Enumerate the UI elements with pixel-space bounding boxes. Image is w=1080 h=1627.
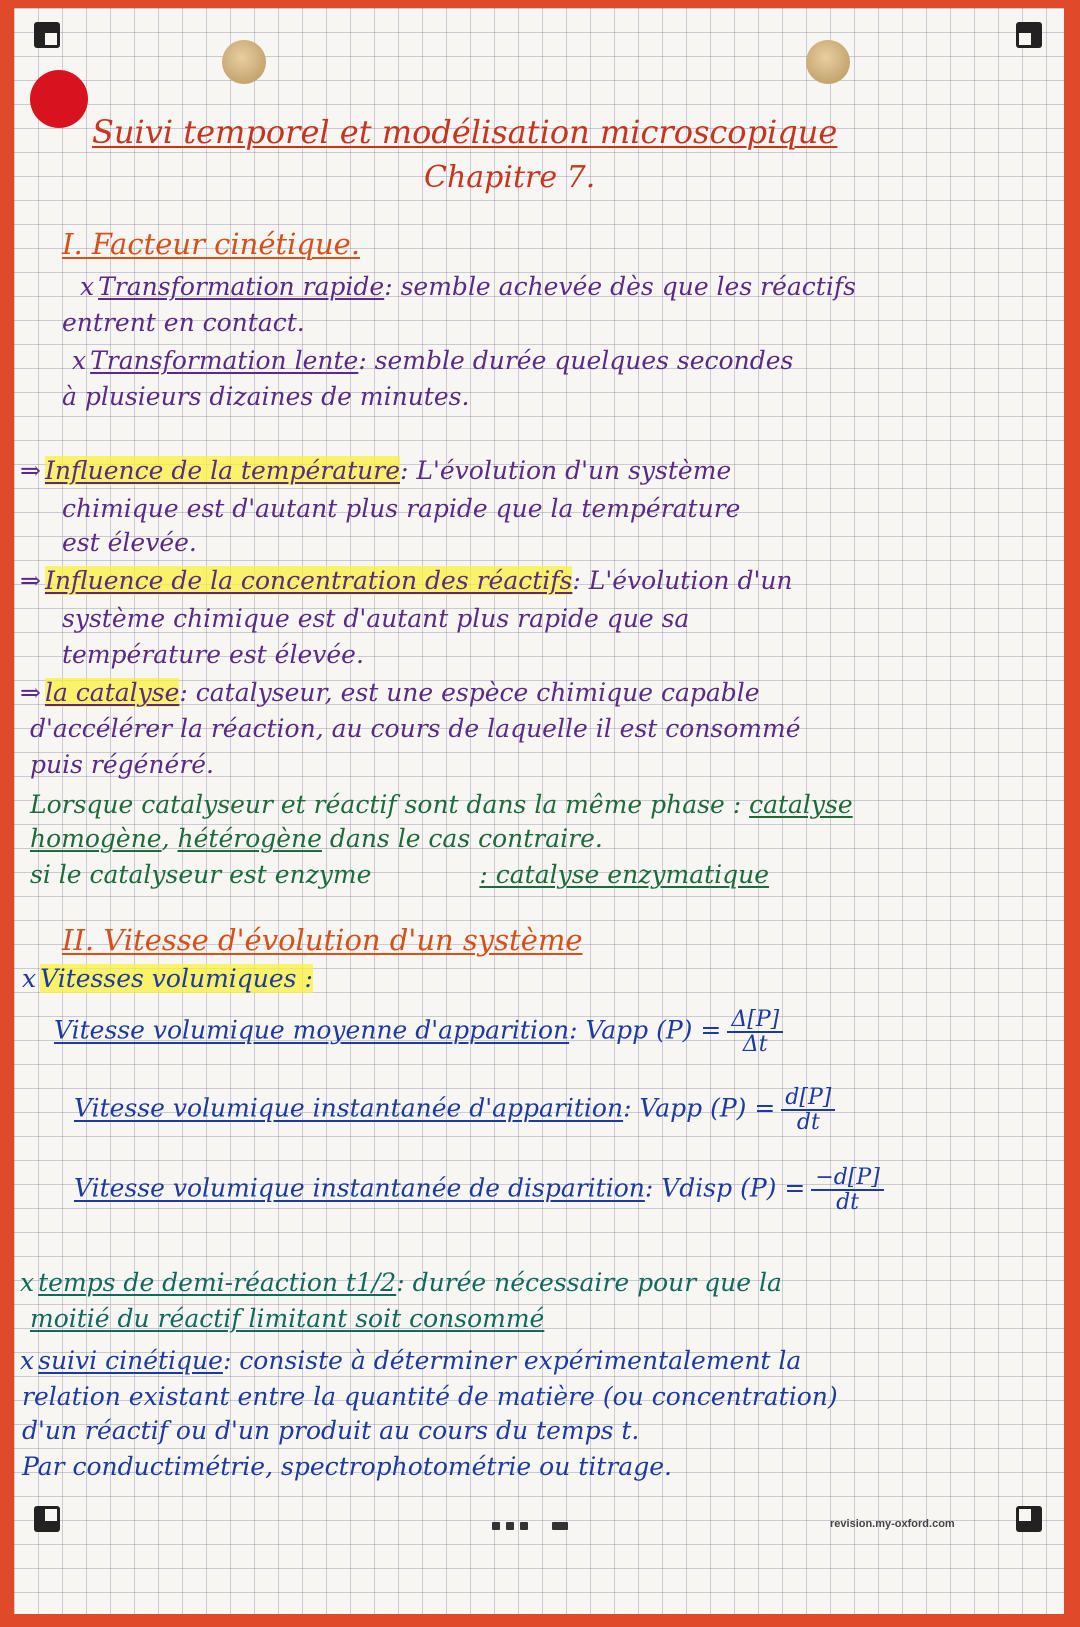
bullet-x: x <box>72 346 87 375</box>
fraction-numerator: −d[P] <box>811 1166 884 1191</box>
page-indicator <box>492 1522 568 1530</box>
term-catalyse-homo: catalyse <box>749 790 853 819</box>
note-line: température est élevée. <box>62 640 364 669</box>
note-line: est élevée. <box>62 528 197 557</box>
note-line: d'accélérer la réaction, au cours de laquelle il est consommé <box>30 714 801 743</box>
note-line: entrent en contact. <box>62 308 305 337</box>
term-temperature: Influence de la température <box>44 456 401 485</box>
fraction-denominator: Δt <box>742 1032 768 1058</box>
punch-hole <box>222 40 266 84</box>
definition-text: : L'évolution d'un <box>572 566 793 595</box>
footer-url: revision.my-oxford.com <box>830 1518 955 1530</box>
red-dot-sticker <box>30 70 88 128</box>
note-line: relation existant entre la quantité de matière (ou concentration) <box>22 1382 838 1411</box>
term-vitesse-moyenne: Vitesse volumique moyenne d'apparition <box>54 1015 570 1045</box>
section-heading-2: II. Vitesse d'évolution d'un système <box>62 923 583 957</box>
definition-text: : L'évolution d'un système <box>400 456 732 485</box>
term-vitesses-volumiques: Vitesses volumiques : <box>40 964 313 993</box>
page-title: Suivi temporel et modélisation microscopique <box>92 113 838 151</box>
definition-text: : consiste à déterminer expérimentalement la <box>222 1346 802 1375</box>
bullet-x: x <box>20 1346 35 1375</box>
term-vitesse-instantanee-disparition: Vitesse volumique instantanée de disparition <box>74 1173 645 1203</box>
note-line <box>30 792 853 817</box>
note-line <box>80 274 856 299</box>
note-line: puis régénéré. <box>30 750 215 779</box>
fraction-denominator: dt <box>836 1190 860 1216</box>
term-enzymatique: : catalyse enzymatique <box>479 860 770 889</box>
definition-text: : durée nécessaire pour que la <box>396 1268 782 1297</box>
bullet-x: x <box>22 964 37 993</box>
note-line: moitié du réactif limitant soit consommé <box>30 1304 545 1333</box>
chapter-label: Chapitre 7. <box>424 160 596 195</box>
formula-line <box>74 1086 835 1134</box>
note-line <box>22 966 313 991</box>
bullet-x: x <box>80 272 95 301</box>
term-suivi-cinetique: suivi cinétique <box>38 1346 223 1375</box>
term-concentration: Influence de la concentration des réactifs <box>44 566 573 595</box>
fraction <box>727 1008 783 1056</box>
note-line: d'un réactif ou d'un produit au cours du temps t. <box>22 1416 640 1445</box>
term-rapide: Transformation rapide <box>98 272 385 301</box>
term-demi-reaction: temps de demi-réaction t1/2 <box>38 1268 397 1297</box>
formula-expression: : Vdisp (P) = <box>644 1173 806 1203</box>
notebook-page <box>14 8 1064 1614</box>
fraction-numerator: d[P] <box>781 1086 835 1111</box>
note-line: système chimique est d'autant plus rapide que sa <box>62 604 690 633</box>
scan-corner-marker <box>34 1506 60 1532</box>
formula-expression: : Vapp (P) = <box>569 1015 722 1045</box>
definition-text: Lorsque catalyseur et réactif sont dans la même phase : <box>30 790 742 819</box>
term-heterogene: hétérogène <box>177 824 322 853</box>
punch-hole <box>806 40 850 84</box>
term-homogene: homogène <box>30 824 162 853</box>
note-line: à plusieurs dizaines de minutes. <box>62 382 470 411</box>
definition-text: : catalyseur, est une espèce chimique capable <box>179 678 760 707</box>
arrow-icon: ⇒ <box>20 566 41 595</box>
note-line <box>20 1348 801 1373</box>
definition-text: si le catalyseur est enzyme <box>30 860 372 889</box>
note-line <box>20 1270 782 1295</box>
fraction <box>811 1166 884 1214</box>
note-line <box>30 862 769 887</box>
note-line <box>20 680 760 705</box>
note-line <box>20 568 793 593</box>
term-vitesse-instantanee-apparition: Vitesse volumique instantanée d'apparition <box>74 1093 624 1123</box>
note-line: chimique est d'autant plus rapide que la température <box>62 494 741 523</box>
scan-corner-marker <box>1016 1506 1042 1532</box>
definition-text: dans le cas contraire. <box>329 824 603 853</box>
fraction-numerator: Δ[P] <box>727 1008 783 1033</box>
note-line: Par conductimétrie, spectrophotométrie ou titrage. <box>22 1452 672 1481</box>
arrow-icon: ⇒ <box>20 678 41 707</box>
definition-text: : semble durée quelques secondes <box>358 346 794 375</box>
scan-corner-marker <box>1016 22 1042 48</box>
comma: , <box>161 824 170 853</box>
note-line <box>20 458 731 483</box>
fraction-denominator: dt <box>796 1110 820 1136</box>
scan-corner-marker <box>34 22 60 48</box>
definition-text: : semble achevée dès que les réactifs <box>384 272 856 301</box>
note-line <box>30 826 603 851</box>
fraction <box>781 1086 835 1134</box>
term-lente: Transformation lente <box>90 346 359 375</box>
arrow-icon: ⇒ <box>20 456 41 485</box>
formula-line <box>74 1166 884 1214</box>
term-catalyse: la catalyse <box>44 678 180 707</box>
formula-expression: : Vapp (P) = <box>623 1093 776 1123</box>
formula-line <box>54 1008 783 1056</box>
note-line <box>72 348 793 373</box>
bullet-x: x <box>20 1268 35 1297</box>
section-heading-1: I. Facteur cinétique. <box>62 227 361 261</box>
